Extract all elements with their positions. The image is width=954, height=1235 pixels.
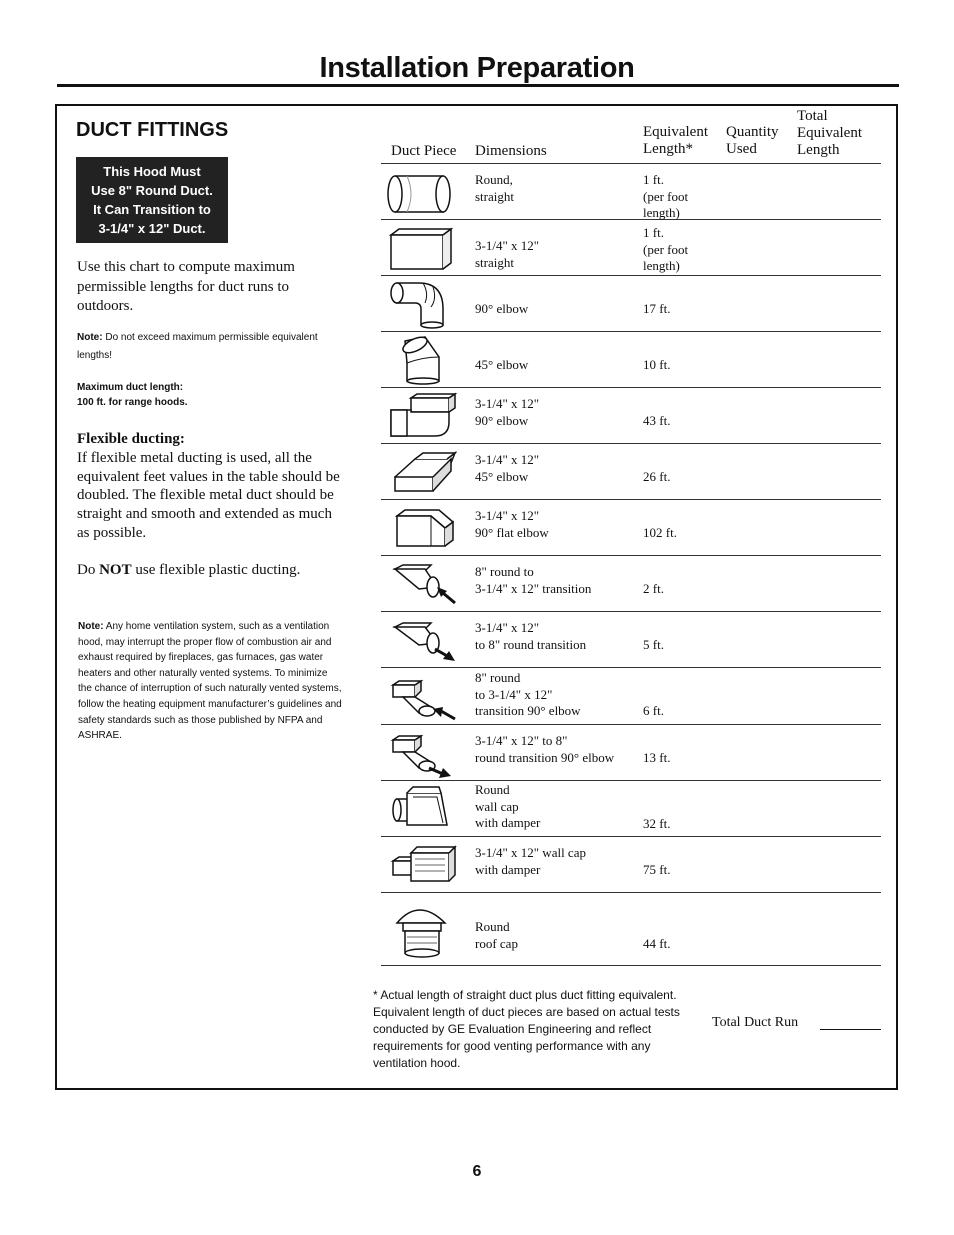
dimensions-cell: 8" round to 3-1/4" x 12" transition <box>475 564 592 596</box>
notice-line: It Can Transition to <box>93 202 211 217</box>
dimensions-cell: Round roof cap <box>475 919 518 951</box>
table-row <box>381 725 881 781</box>
title-rule <box>57 84 899 87</box>
equivalent-cell: 13 ft. <box>643 750 671 765</box>
page-number: 6 <box>472 1163 482 1180</box>
equivalent-cell: 17 ft. <box>643 301 671 316</box>
equivalent-cell: 75 ft. <box>643 862 671 877</box>
table-row <box>381 781 881 837</box>
round-wall-cap-icon <box>385 785 455 833</box>
header-line: Quantity <box>726 124 779 140</box>
equivalent-cell: 6 ft. <box>643 703 664 718</box>
flexible-ducting <box>77 430 345 543</box>
header-duct-piece: Duct Piece <box>391 143 457 159</box>
round-roof-cap-icon <box>385 901 455 959</box>
table-row <box>381 164 881 220</box>
table-row <box>381 220 881 276</box>
warning-post: use flexible plastic ducting. <box>131 562 301 578</box>
header-line: Equivalent <box>797 125 862 141</box>
total-duct-run-blank[interactable] <box>820 1029 881 1030</box>
max-length-line2: 100 ft. for range hoods. <box>77 397 188 408</box>
dimensions-cell: 3-1/4" x 12" wall cap with damper <box>475 845 586 877</box>
flexible-heading: Flexible ducting: <box>77 431 185 447</box>
note-text: Any home ventilation system, such as a ventilation hood, may interrupt the proper flow of combustion air and exhaust required by fireplaces, gas furnaces, gas water heaters and other naturally vented systems. To minimize the chance of interruption of such naturally vented systems, follow the heating equipment manufacturer’s guidelines and safety standards such as those published by NFPA and ASHRAE. <box>78 621 342 742</box>
dimensions-cell: Round, straight <box>475 172 514 204</box>
warning-pre: Do <box>77 562 100 578</box>
table-row <box>381 332 881 388</box>
table-row <box>381 500 881 556</box>
table-row <box>381 556 881 612</box>
section-title: DUCT FITTINGS <box>76 119 229 141</box>
table-row <box>381 612 881 668</box>
header-line: Equivalent <box>643 124 708 140</box>
equivalent-cell: 10 ft. <box>643 357 671 372</box>
dimensions-cell: Round wall cap with damper <box>475 782 541 830</box>
flexible-text: If flexible metal ducting is used, all the equivalent feet values in the table should be doubled. The flexible metal duct should be straight and smooth and extended as much as possible. <box>77 449 340 541</box>
notice-line: 3-1/4" x 12" Duct. <box>98 221 206 236</box>
equivalent-cell: 32 ft. <box>643 816 671 831</box>
header-dimensions: Dimensions <box>475 143 547 159</box>
total-duct-run-label: Total Duct Run <box>712 1015 799 1030</box>
table-row <box>381 668 881 725</box>
note-text: Do not exceed maximum permissible equivalent lengths! <box>77 332 318 361</box>
round-straight-duct-icon <box>385 172 455 216</box>
dimensions-cell: 3-1/4" x 12" 45° elbow <box>475 452 540 484</box>
dimensions-cell: 3-1/4" x 12" to 8" round transition 90° elbow <box>475 733 615 765</box>
header-total-length <box>797 108 862 159</box>
header-line: Length <box>797 142 840 158</box>
note-label: Note: <box>78 621 104 632</box>
equivalent-cell: 43 ft. <box>643 413 671 428</box>
equivalent-cell: 1 ft. (per foot length) <box>643 225 689 273</box>
equivalent-cell: 26 ft. <box>643 469 671 484</box>
round-90-elbow-icon <box>385 279 455 329</box>
round-to-rect-90-transition-icon <box>385 671 459 723</box>
footnote: * Actual length of straight duct plus duct fitting equivalent. Equivalent length of duct pieces are based on actual tests conducted by GE Evaluation Engineering and reflect requirements for good venting performance with any ventilation hood. <box>373 988 680 1070</box>
intro-text: Use this chart to compute maximum permissible lengths for duct runs to outdoors. <box>77 259 295 314</box>
dimensions-cell: 3-1/4" x 12" 90° flat elbow <box>475 508 549 540</box>
ventilation-note <box>78 619 343 744</box>
duct-notice-box <box>76 157 228 243</box>
rect-to-round-transition-icon <box>385 615 459 665</box>
table-row <box>381 388 881 444</box>
note-max-length <box>77 329 347 365</box>
rectangular-straight-duct-icon <box>385 225 455 273</box>
rect-90-elbow-icon <box>385 392 459 440</box>
equivalent-cell: 5 ft. <box>643 637 664 652</box>
notice-line: Use 8" Round Duct. <box>91 183 213 198</box>
header-line: Total <box>797 108 828 124</box>
rect-90-flat-elbow-icon <box>385 508 459 550</box>
dimensions-cell: 3-1/4" x 12" straight <box>475 238 540 270</box>
max-duct-length <box>77 380 188 410</box>
header-line: Length* <box>643 141 693 157</box>
dimensions-cell: 3-1/4" x 12" 90° elbow <box>475 396 540 428</box>
notice-line: This Hood Must <box>103 164 201 179</box>
equivalent-cell: 2 ft. <box>643 581 664 596</box>
note-label: Note: <box>77 332 103 343</box>
header-quantity <box>726 124 779 158</box>
table-row <box>381 893 881 966</box>
dimensions-cell: 45° elbow <box>475 357 529 372</box>
table-row <box>381 276 881 332</box>
page-title: Installation Preparation <box>319 52 635 84</box>
max-length-line1: Maximum duct length: <box>77 382 184 393</box>
equivalent-cell: 44 ft. <box>643 936 671 951</box>
header-equivalent <box>643 124 708 158</box>
equivalent-cell: 102 ft. <box>643 525 677 540</box>
table-row <box>381 444 881 500</box>
table-row <box>381 837 881 893</box>
round-to-rect-transition-icon <box>385 559 459 609</box>
plastic-warning <box>77 562 300 579</box>
dimensions-cell: 90° elbow <box>475 301 529 316</box>
round-45-elbow-icon <box>385 335 455 385</box>
warning-not: NOT <box>99 562 132 578</box>
dimensions-cell: 3-1/4" x 12" to 8" round transition <box>475 620 587 652</box>
dimensions-cell: 8" round to 3-1/4" x 12" transition 90° elbow <box>475 670 581 718</box>
rect-to-round-90-transition-icon <box>385 728 459 780</box>
rect-wall-cap-icon <box>385 843 459 887</box>
rect-45-elbow-icon <box>385 449 459 495</box>
equivalent-cell: 1 ft. (per foot length) <box>643 172 689 220</box>
header-line: Used <box>726 141 757 157</box>
